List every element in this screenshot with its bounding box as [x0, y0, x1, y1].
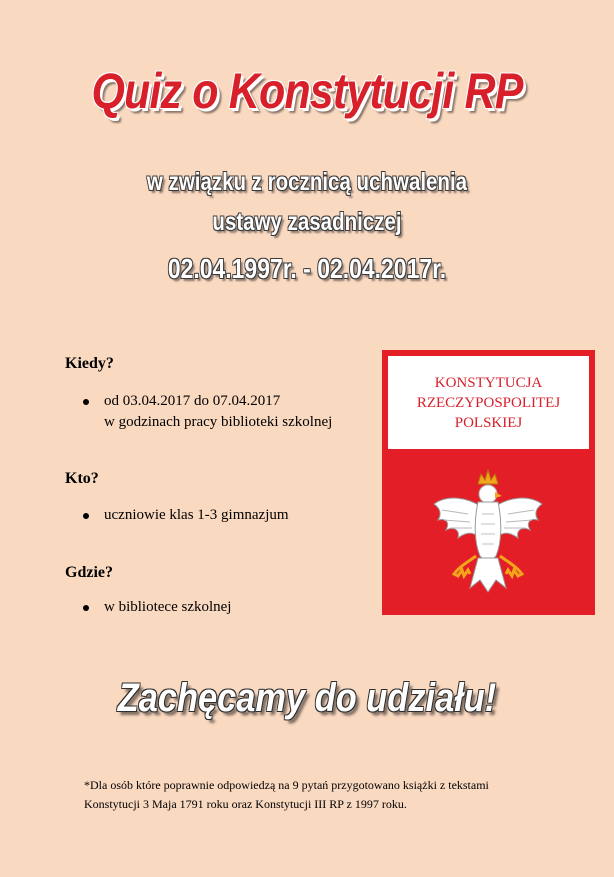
constitution-book-cover: [382, 350, 595, 615]
who-text: uczniowie klas 1-3 gimnazjum: [104, 507, 289, 523]
where-text: w bibliotece szkolnej: [104, 599, 232, 615]
book-title-line-1: KONSTYTUCJA: [434, 374, 543, 391]
book-title-line-2: RZECZYPOSPOLITEJ: [416, 394, 561, 411]
book-title-line-3: POLSKIEJ: [454, 414, 523, 431]
call-to-action: Zachęcamy do udziału!: [117, 676, 497, 720]
section-heading-when: Kiedy?: [65, 355, 114, 372]
white-eagle-emblem-icon: [428, 464, 548, 604]
when-dates: od 03.04.2017 do 07.04.2017: [104, 393, 281, 409]
subtitle-line-1: w związku z rocznicą uchwalenia: [146, 168, 468, 196]
section-heading-who: Kto?: [65, 470, 99, 487]
subtitle-dates: 02.04.1997r. - 02.04.2017r.: [167, 253, 447, 284]
section-heading-where: Gdzie?: [65, 564, 113, 581]
when-hours: w godzinach pracy biblioteki szkolnej: [104, 414, 333, 430]
footnote: [84, 776, 584, 814]
bullet-dot: [83, 399, 89, 405]
footnote-line-2: Konstytucji 3 Maja 1791 roku oraz Konstytucji III RP z 1997 roku.: [84, 797, 407, 811]
book-title-label: [388, 356, 589, 449]
bullet-dot: [83, 605, 89, 611]
quiz-title: Quiz o Konstytucji RP: [91, 63, 523, 119]
subtitle-line-2: ustawy zasadniczej: [212, 208, 402, 236]
bullet-dot: [83, 513, 89, 519]
footnote-line-1: *Dla osób które poprawnie odpowiedzą na 9 pytań przygotowano książki z tekstami: [84, 778, 489, 792]
